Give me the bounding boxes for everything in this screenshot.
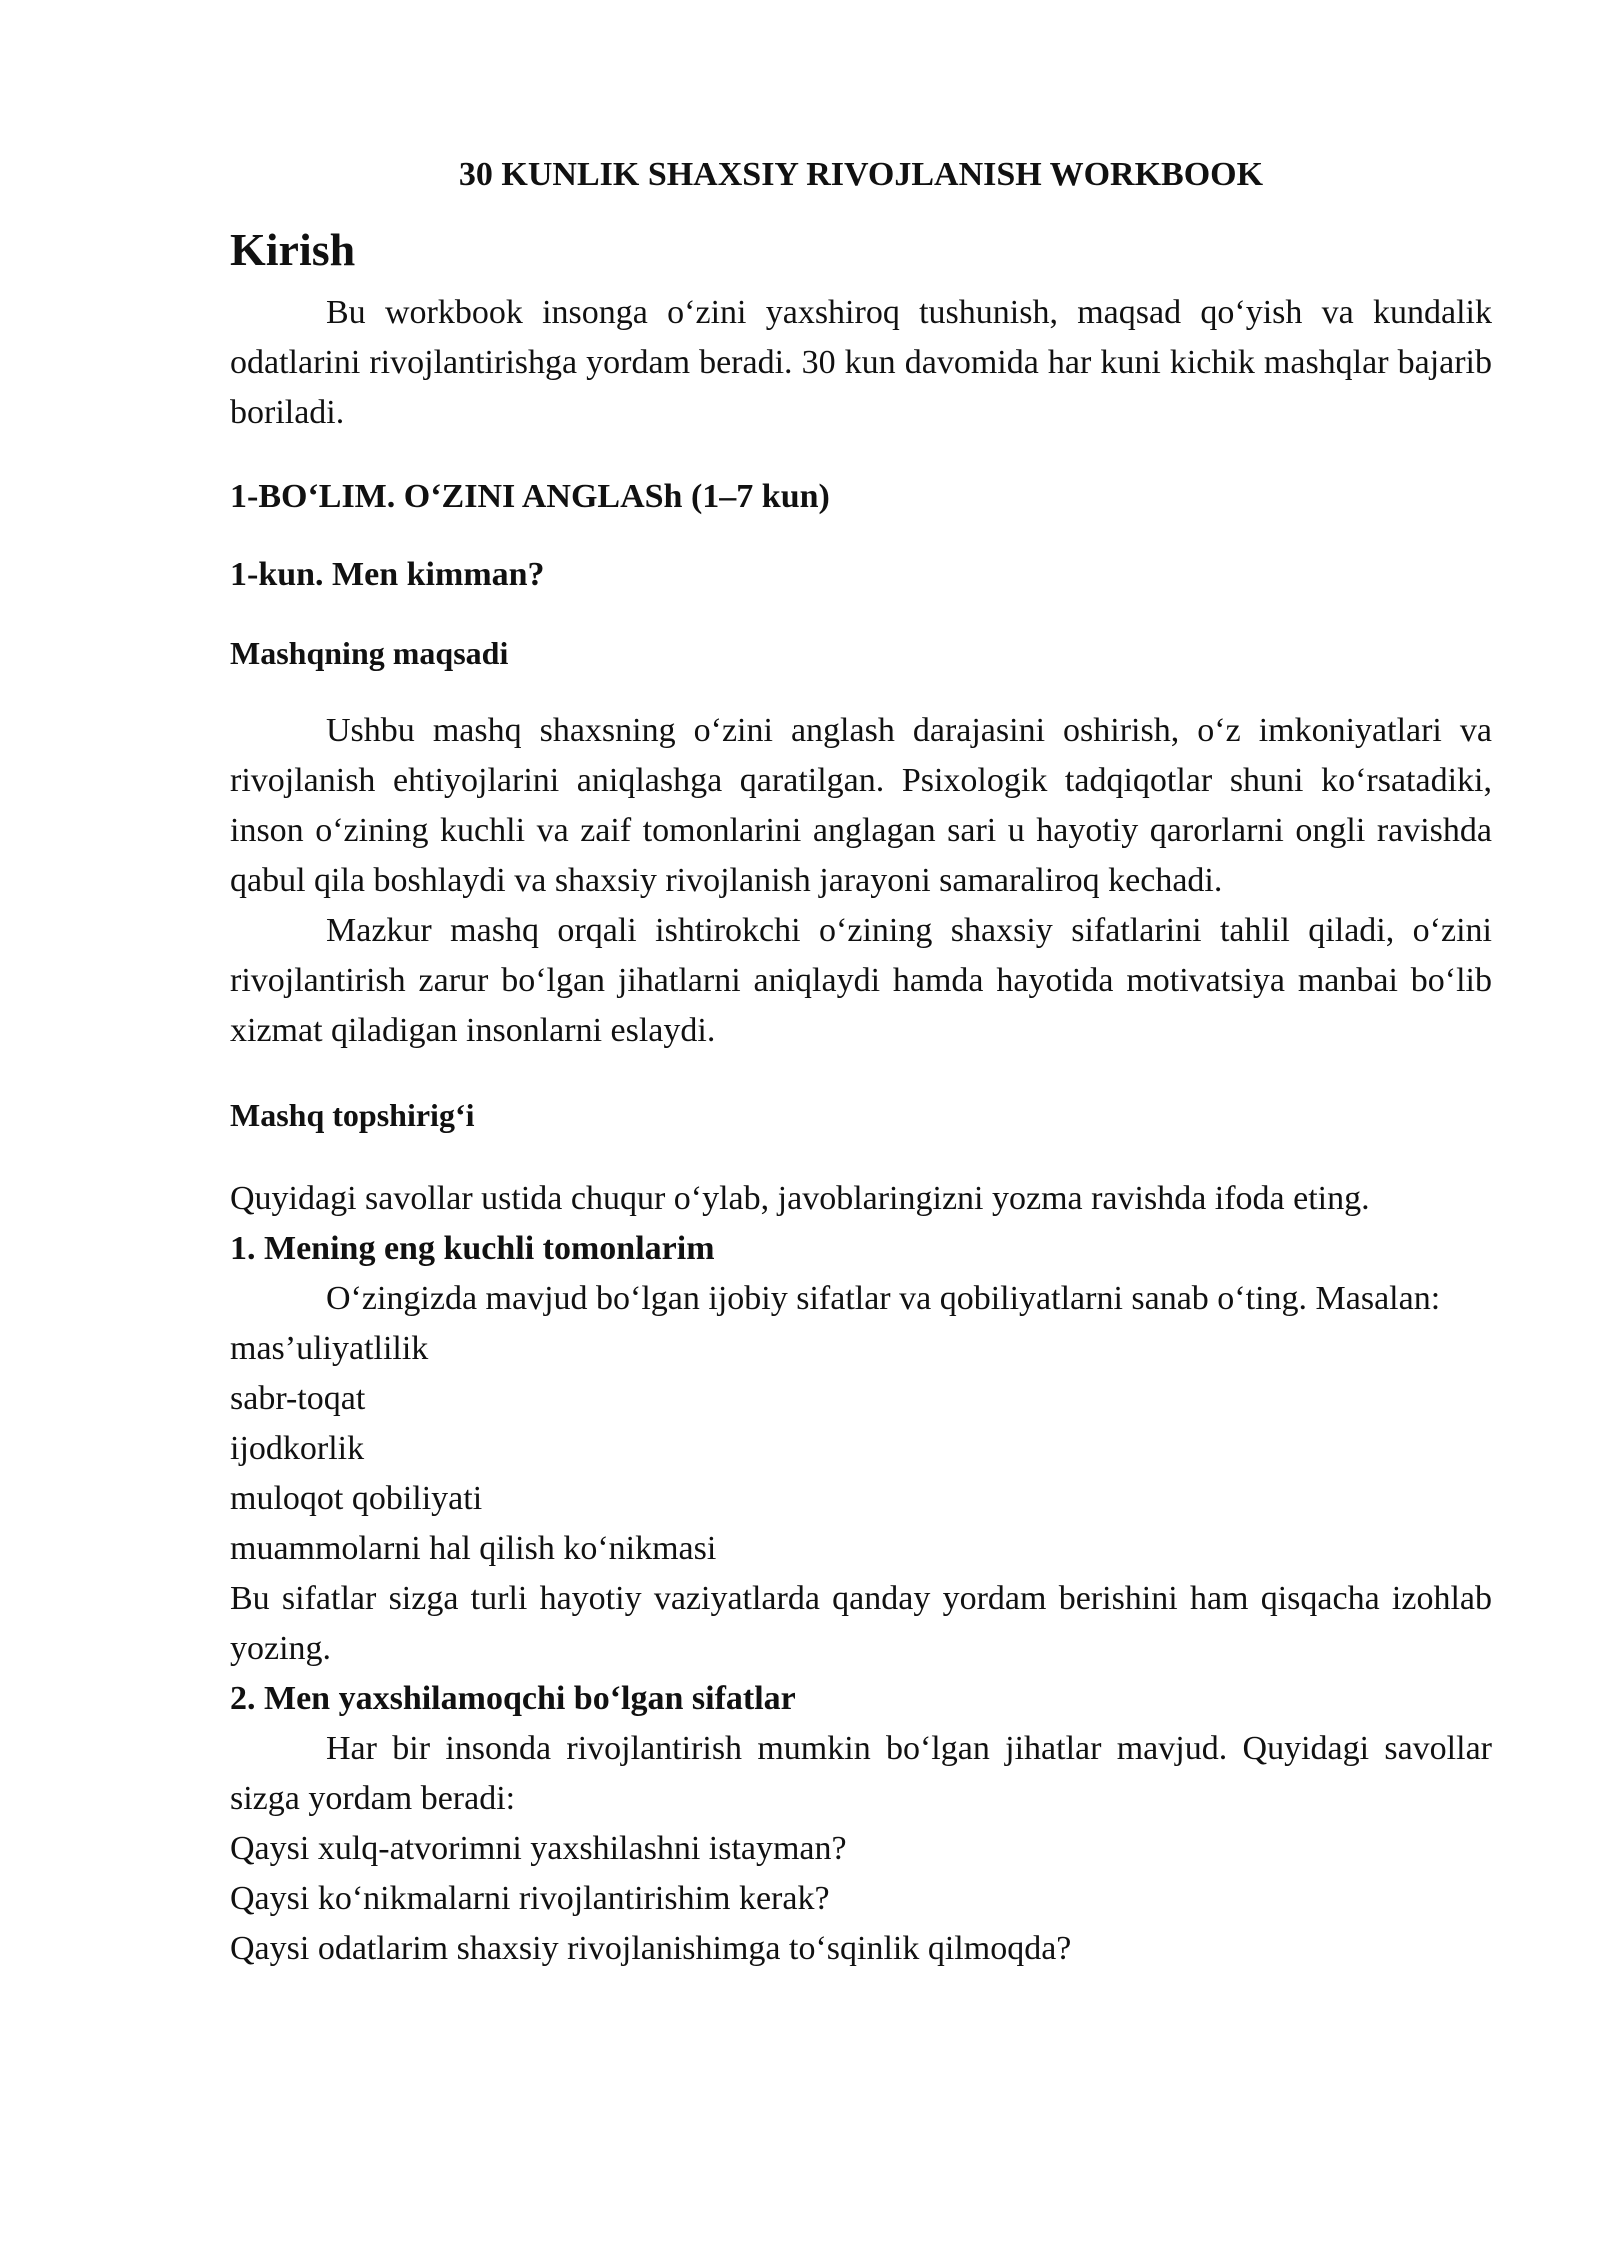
question-2-text: Har bir insonda rivojlantirish mumkin bo‘lgan jihatlar mavjud. Quyidagi savollar sizga yordam beradi: — [230, 1730, 1492, 1817]
intro-heading: Kirish — [230, 224, 356, 275]
question-2-heading: 2. Men yaxshilamoqchi bo‘lgan sifatlar — [230, 1680, 796, 1717]
question-1-heading: 1. Mening eng kuchli tomonlarim — [230, 1230, 715, 1267]
intro-paragraph: Bu workbook insonga o‘zini yaxshiroq tushunish, maqsad qo‘yish va kundalik odatlarini rivojlantirishga yordam beradi. 30 kun davomida har kuni kichik mashqlar bajarib boriladi. — [230, 294, 1492, 431]
goal-paragraph-1: Ushbu mashq shaxsning o‘zini anglash darajasini oshirish, o‘z imkoniyatlari va rivojlanish ehtiyojlarini aniqlashga qaratilgan. Psixologik tadqiqotlar shuni ko‘rsatadiki, inson o‘zining kuchli va zaif tomonlarini anglagan sari u hayotiy qarorlarni ongli ravishda qabul qila boshlaydi va shaxsiy rivojlanish jarayoni samaraliroq kechadi. — [230, 712, 1492, 899]
day-heading: 1-kun. Men kimman? — [230, 556, 545, 593]
list-item: muammolarni hal qilish ko‘nikmasi — [230, 1530, 717, 1567]
list-item: mas’uliyatlilik — [230, 1330, 429, 1367]
goal-heading: Mashqning maqsadi — [230, 635, 509, 671]
question-1-after: Bu sifatlar sizga turli hayotiy vaziyatlarda qanday yordam berishini ham qisqacha izohlab yozing. — [230, 1580, 1492, 1667]
goal-paragraph-2: Mazkur mashq orqali ishtirokchi o‘zining shaxsiy sifatlarini tahlil qiladi, o‘zini rivojlantirish zarur bo‘lgan jihatlarni aniqlaydi hamda hayotida motivatsiya manbai bo‘lib xizmat qiladigan insonlarni eslaydi. — [230, 912, 1492, 1049]
list-item: Qaysi odatlarim shaxsiy rivojlanishimga to‘sqinlik qilmoqda? — [230, 1930, 1072, 1967]
list-item: Qaysi xulq-atvorimni yaxshilashni istayman? — [230, 1830, 847, 1867]
list-item: Qaysi ko‘nikmalarni rivojlantirishim kerak? — [230, 1880, 830, 1917]
list-item: ijodkorlik — [230, 1430, 365, 1467]
task-intro: Quyidagi savollar ustida chuqur o‘ylab, javoblaringizni yozma ravishda ifoda eting. — [230, 1180, 1370, 1217]
list-item: muloqot qobiliyati — [230, 1480, 483, 1517]
question-1-text: O‘zingizda mavjud bo‘lgan ijobiy sifatlar va qobiliyatlarni sanab o‘ting. Masalan: — [326, 1280, 1441, 1317]
task-heading: Mashq topshirig‘i — [230, 1097, 475, 1133]
list-item: sabr-toqat — [230, 1380, 366, 1417]
section-heading: 1-BO‘LIM. O‘ZINI ANGLASh (1–7 kun) — [230, 478, 830, 515]
document-title: 30 KUNLIK SHAXSIY RIVOJLANISH WORKBOOK — [458, 156, 1264, 193]
document-body — [230, 150, 1492, 1974]
